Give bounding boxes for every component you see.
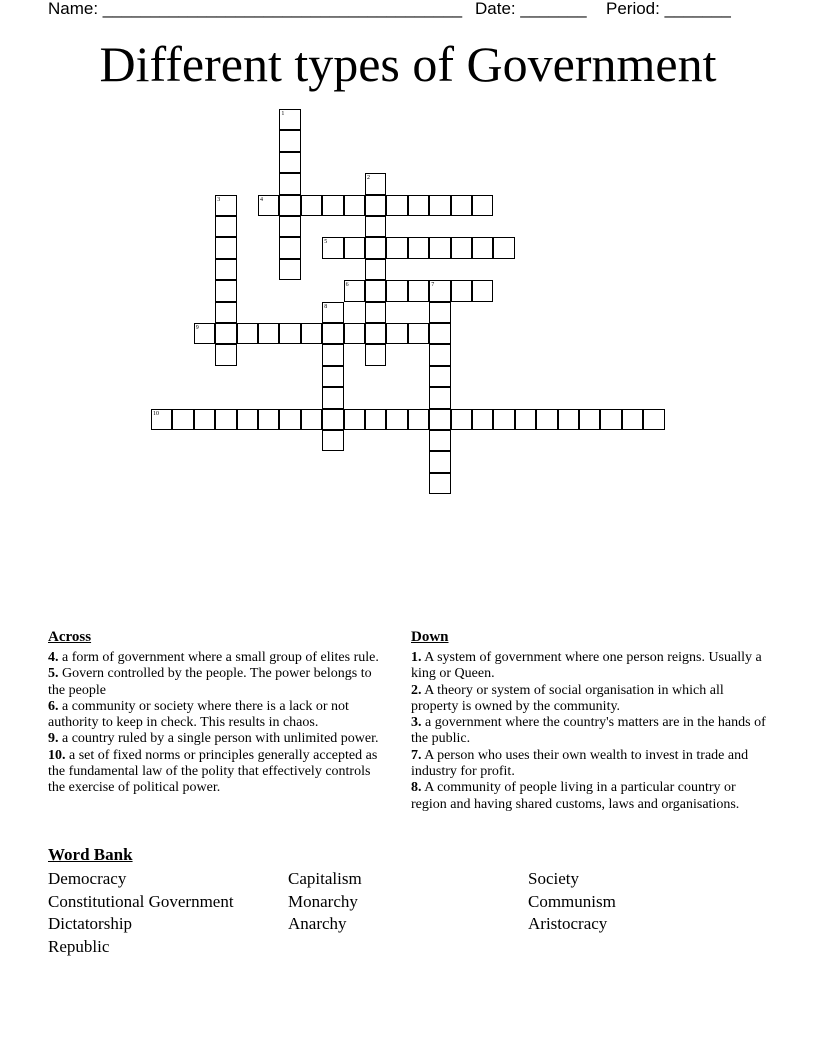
crossword-cell[interactable]: [365, 195, 386, 216]
clue-text: Govern controlled by the people. The power belongs to the people: [48, 666, 372, 698]
crossword-cell[interactable]: [429, 237, 450, 258]
crossword-cell[interactable]: [172, 409, 193, 430]
crossword-cell[interactable]: [258, 323, 279, 344]
crossword-cell[interactable]: [215, 280, 236, 301]
crossword-cell[interactable]: [237, 409, 258, 430]
crossword-cell[interactable]: [600, 409, 621, 430]
crossword-cell[interactable]: [194, 409, 215, 430]
crossword-cell[interactable]: [215, 195, 236, 216]
crossword-cell[interactable]: [215, 323, 236, 344]
clue-text: a form of government where a small group of elites rule.: [58, 650, 379, 665]
clue-item: [411, 683, 766, 716]
crossword-cell[interactable]: [579, 409, 600, 430]
crossword-cell[interactable]: [344, 280, 365, 301]
crossword-cell[interactable]: [215, 409, 236, 430]
clue-item: [411, 650, 766, 683]
clue-text: a set of fixed norms or principles generally accepted as the fundamental law of the polity that effectively controls the exercise of political power.: [48, 747, 378, 796]
clue-item: [411, 748, 766, 781]
clue-number: 8: [324, 303, 328, 310]
crossword-cell[interactable]: [279, 109, 300, 130]
crossword-cell[interactable]: [258, 409, 279, 430]
crossword-cell[interactable]: [429, 430, 450, 451]
clue-item: [411, 780, 766, 813]
crossword-cell[interactable]: [472, 409, 493, 430]
crossword-cell[interactable]: [451, 409, 472, 430]
clue-number: 6: [345, 282, 349, 289]
clue-number: 2.: [411, 682, 422, 698]
date-field: Date: _______: [475, 0, 587, 18]
crossword-cell[interactable]: [472, 280, 493, 301]
clue-number: 4: [260, 196, 263, 203]
crossword-cell[interactable]: [237, 323, 258, 344]
clue-item: [48, 650, 388, 666]
crossword-cell[interactable]: [408, 195, 429, 216]
crossword-cell[interactable]: [451, 195, 472, 216]
word-bank-item: Monarchy: [288, 891, 358, 911]
crossword-cell[interactable]: [365, 280, 386, 301]
crossword-cell[interactable]: [322, 302, 343, 323]
clue-number: 7.: [411, 747, 422, 763]
clue-item: [48, 699, 388, 732]
crossword-cell[interactable]: [408, 323, 429, 344]
word-bank-item: Dictatorship: [48, 914, 133, 934]
crossword-cell[interactable]: [365, 237, 386, 258]
down-clues: [411, 650, 766, 813]
crossword-cell[interactable]: [429, 344, 450, 365]
crossword-cell[interactable]: [215, 302, 236, 323]
crossword-cell[interactable]: [429, 409, 450, 430]
crossword-cell[interactable]: [451, 237, 472, 258]
crossword-cell[interactable]: [472, 237, 493, 258]
crossword-cell[interactable]: [322, 323, 343, 344]
clue-number: 3.: [411, 715, 422, 731]
across-heading: Across: [48, 629, 92, 645]
crossword-cell[interactable]: [429, 451, 450, 472]
crossword-cell[interactable]: [279, 173, 300, 194]
crossword-cell[interactable]: [386, 280, 407, 301]
crossword-cell[interactable]: [365, 259, 386, 280]
crossword-cell[interactable]: [258, 195, 279, 216]
clue-number: 2: [367, 175, 370, 182]
clue-number: 7: [431, 282, 435, 289]
crossword-cell[interactable]: [322, 237, 343, 258]
clue-number: 9: [195, 325, 199, 331]
clue-item: [48, 748, 388, 797]
crossword-cell[interactable]: [493, 409, 514, 430]
clue-item: [48, 731, 388, 747]
clue-text: A system of government where one person reigns. Usually a king or Queen.: [411, 650, 762, 682]
crossword-cell[interactable]: [279, 237, 300, 258]
crossword-cell[interactable]: [429, 473, 450, 494]
clue-item: [411, 715, 766, 748]
crossword-cell[interactable]: [301, 195, 322, 216]
crossword-cell[interactable]: [301, 323, 322, 344]
crossword-cell[interactable]: [279, 409, 300, 430]
word-bank-item: Capitalism: [288, 869, 362, 888]
crossword-cell[interactable]: [322, 430, 343, 451]
crossword-cell[interactable]: [301, 409, 322, 430]
word-bank-item: Communism: [528, 891, 616, 911]
page-title: Different types of Government: [99, 36, 717, 92]
crossword-cell[interactable]: [365, 323, 386, 344]
crossword-cell[interactable]: [344, 237, 365, 258]
crossword-cell[interactable]: [386, 409, 407, 430]
crossword-cell[interactable]: [365, 216, 386, 237]
crossword-cell[interactable]: [322, 344, 343, 365]
crossword-cell[interactable]: [279, 130, 300, 151]
word-bank-item: Aristocracy: [528, 914, 608, 934]
clue-text: a country ruled by a single person with unlimited power.: [58, 731, 379, 747]
crossword-cell[interactable]: [429, 195, 450, 216]
crossword-cell[interactable]: [429, 366, 450, 387]
clue-number: 5.: [48, 666, 59, 682]
clue-text: a community or society where there is a lack or not authority to keep in check. This results in chaos.: [48, 698, 349, 731]
word-bank-item: Anarchy: [288, 914, 347, 934]
crossword-cell[interactable]: [515, 409, 536, 430]
crossword-cell[interactable]: [279, 259, 300, 280]
across-clues: [48, 650, 388, 797]
crossword-cell[interactable]: [215, 344, 236, 365]
crossword-cell[interactable]: [408, 409, 429, 430]
clue-text: A person who uses their own wealth to invest in trade and industry for profit.: [411, 747, 749, 780]
crossword-cell[interactable]: [429, 387, 450, 408]
word-bank-heading: Word Bank: [48, 845, 133, 864]
crossword-cell[interactable]: [344, 195, 365, 216]
crossword-cell[interactable]: [279, 195, 300, 216]
word-bank-item: Constitutional Government: [48, 891, 234, 911]
crossword-cell[interactable]: [386, 237, 407, 258]
clue-number: 3: [217, 196, 221, 203]
crossword-cell[interactable]: [429, 323, 450, 344]
crossword-cell[interactable]: [365, 302, 386, 323]
crossword-cell[interactable]: [536, 409, 557, 430]
crossword-cell[interactable]: [451, 280, 472, 301]
clue-number: 6.: [48, 698, 59, 714]
crossword-cell[interactable]: [279, 323, 300, 344]
period-field: Period: _______: [606, 0, 731, 18]
crossword-cell[interactable]: [408, 237, 429, 258]
word-bank-item: Republic: [48, 936, 110, 956]
down-heading: Down: [411, 629, 449, 645]
crossword-cell[interactable]: [344, 409, 365, 430]
clue-text: a government where the country's matters are in the hands of the public.: [411, 715, 766, 747]
clue-text: A community of people living in a particular country or region and having shared customs, laws and organisations.: [411, 780, 740, 812]
crossword-cell[interactable]: [558, 409, 579, 430]
crossword-cell[interactable]: [322, 195, 343, 216]
crossword-cell[interactable]: [322, 366, 343, 387]
word-bank-item: Society: [528, 869, 579, 888]
crossword-cell[interactable]: [365, 409, 386, 430]
name-field: Name: ______________________________________: [48, 0, 463, 18]
clue-number: 5: [324, 239, 328, 246]
crossword-cell[interactable]: [365, 173, 386, 194]
crossword-cell[interactable]: [279, 216, 300, 237]
clue-number: 1.: [411, 650, 422, 665]
crossword-cell[interactable]: [344, 323, 365, 344]
crossword-cell[interactable]: [408, 280, 429, 301]
clue-number: 10: [153, 410, 159, 417]
clue-number: 9.: [48, 731, 59, 747]
crossword-cell[interactable]: [493, 237, 514, 258]
crossword-cell[interactable]: [322, 409, 343, 430]
crossword-cell[interactable]: [215, 216, 236, 237]
crossword-cell[interactable]: [386, 195, 407, 216]
clue-number: 4.: [48, 650, 59, 665]
crossword-cell[interactable]: [322, 387, 343, 408]
clue-number: 8.: [411, 780, 422, 796]
crossword-cell[interactable]: [215, 237, 236, 258]
word-bank-item: Democracy: [48, 869, 127, 888]
crossword-cell[interactable]: [194, 323, 215, 344]
crossword-cell[interactable]: [365, 344, 386, 365]
clue-item: [48, 666, 388, 699]
crossword-grid: [0, 0, 816, 500]
crossword-cell[interactable]: [429, 280, 450, 301]
clue-text: A theory or system of social organisation in which all property is owned by the community.: [411, 682, 724, 714]
crossword-cell[interactable]: [429, 302, 450, 323]
crossword-cell[interactable]: [386, 323, 407, 344]
crossword-cell[interactable]: [279, 152, 300, 173]
crossword-cell[interactable]: [215, 259, 236, 280]
clue-number: 10.: [48, 747, 66, 763]
crossword-cell[interactable]: [622, 409, 643, 430]
clue-number: 1: [281, 111, 285, 117]
crossword-cell[interactable]: [151, 409, 172, 430]
crossword-cell[interactable]: [643, 409, 664, 430]
crossword-cell[interactable]: [472, 195, 493, 216]
